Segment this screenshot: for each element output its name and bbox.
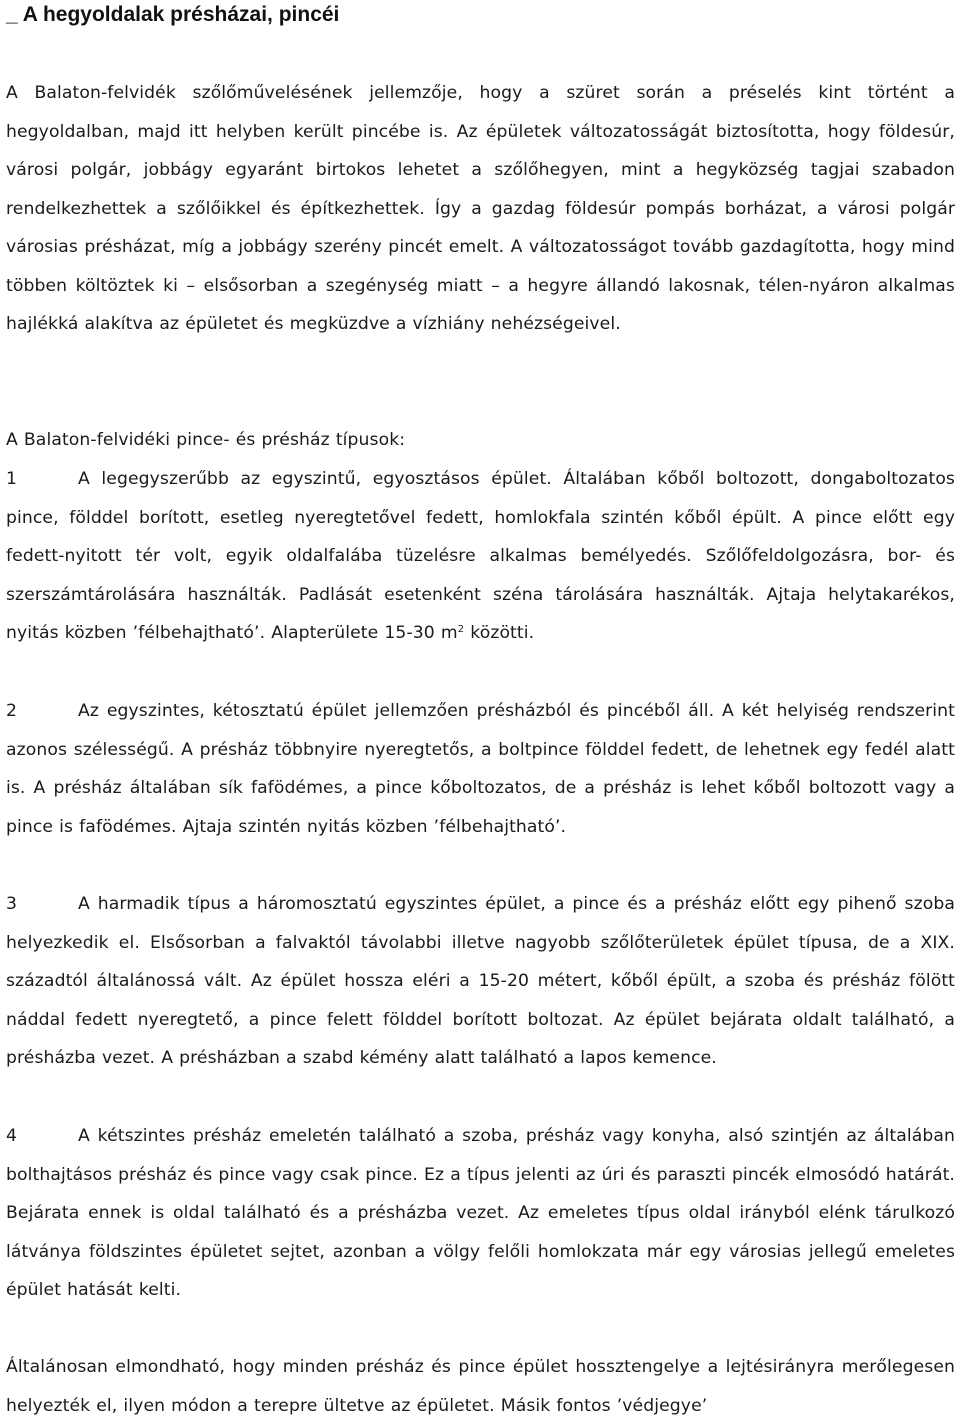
type-item-2 [6,692,955,846]
summary-paragraph: Általánosan elmondható, hogy minden présház és pince épület hossztengelye a lejtésirányra merőlegesen helyezték el, ilyen módon a terepre ültetve az épületet. Másik fontos ’védjegye’ [6,1357,955,1416]
intro-paragraph: A Balaton-felvidék szőlőművelésének jellemzője, hogy a szüret során a préselés kint történt a hegyoldalban, majd itt helyben került pincébe is. Az épületek változatosságát biztosította, hogy földesúr, városi polgár, jobbágy egyaránt birtokos lehetet a szőlőhegyen, mint a hegyközség tagjai szabadon rendelkezhettek a szőlőikkel és építkezhettek. Így a gazdag földesúr pompás borházat, a városi polgár városias présházat, míg a jobbágy szerény pincét emelt. A változatosságot tovább gazdagította, hogy mind többen költöztek ki – elsősorban a szegénység miatt – a hegyre állandó lakosnak, télen-nyáron alkalmas hajlékká alakítva az épületet és megküzdve a vízhiány nehézségeivel. [6,83,955,334]
type-item-3 [6,885,955,1078]
type-description-tail: közötti. [464,623,535,643]
types-heading: A Balaton-felvidéki pince- és présház típusok: [6,430,406,450]
type-item-4 [6,1117,955,1310]
type-number: 3 [6,894,18,914]
page-title: _ A hegyoldalak présházai, pincéi [6,3,340,26]
type-description: A kétszintes présház emeletén található a szoba, présház vagy konyha, alsó szintjén az általában bolthajtásos présház és pince vagy csak pince. Ez a típus jelenti az úri és paraszti pincék elmosódó határát. Bejárata ennek is oldal található és a présházba vezet. Az emeletes típus oldal irányból elénk tárulkozó látványa földszintes épületet sejtet, azonban a völgy felőli homlokzata már egy városias jellegű emeletes épület hatását kelti. [6,1126,955,1300]
superscript: 2 [457,624,465,635]
type-number: 2 [6,701,18,721]
type-description: A legegyszerűbb az egyszintű, egyosztásos épület. Általában kőből boltozott, dongaboltozatos pince, földdel borított, esetleg nyeregtetővel fedett, homlokfala szintén kőből épült. A pince előtt egy fedett-nyitott tér volt, egyik oldalfalába tüzelésre alkalmas bemélyedés. Szőlőfeldolgozásra, bor- és szerszámtárolására használták. Padlását esetenként széna tárolására használták. Ajtaja helytakarékos, nyitás közben ’félbehajtható’. Alapterülete 15-30 m [6,469,955,643]
type-number: 1 [6,469,18,489]
type-number: 4 [6,1126,18,1146]
type-description: Az egyszintes, kétosztatú épület jellemzően présházból és pincéből áll. A két helyiség rendszerint azonos szélességű. A présház többnyire nyeregtetős, a boltpince földdel fedett, de lehetnek egy fedél alatt is. A présház általában sík fafödémes, a pince kőboltozatos, de a présház is lehet kőből boltozott vagy a pince is fafödémes. Ajtaja szintén nyitás közben ’félbehajtható’. [6,701,955,837]
type-item-1 [6,460,955,653]
type-description: A harmadik típus a háromosztatú egyszintes épület, a pince és a présház előtt egy pihenő szoba helyezkedik el. Elsősorban a falvaktól távolabbi illetve nagyobb szőlőterületek épület típusa, de a XIX. századtól általánossá vált. Az épület hossza eléri a 15-20 métert, kőből épült, a szoba és présház fölött náddal fedett nyeregtető, a pince felett földdel borított boltozat. Az épület bejárata oldalt található, a présházba vezet. A présházban a szabd kémény alatt található a lapos kemence. [6,894,955,1068]
